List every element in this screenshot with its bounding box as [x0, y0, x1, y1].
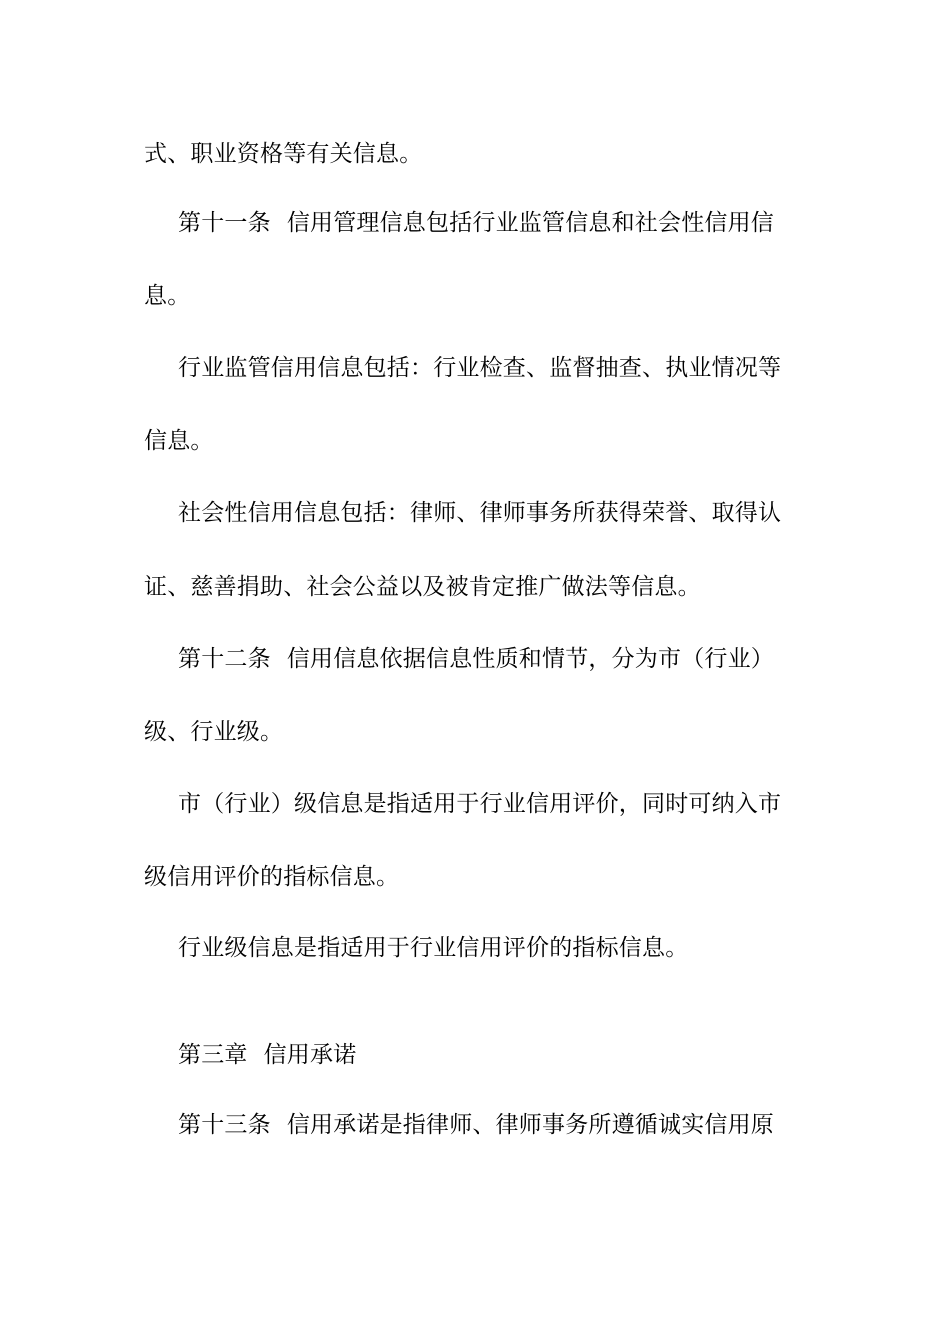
article-text: 信用承诺是指律师、律师事务所遵循诚实信用原: [286, 1112, 775, 1138]
text-line: 市（行业）级信息是指适用于行业信用评价，同时可纳入市: [178, 791, 782, 817]
text-line: 息。: [144, 283, 191, 309]
chapter-heading: [178, 1040, 848, 1070]
article-12-line-2: [144, 717, 814, 747]
text-line: 级、行业级。: [144, 719, 284, 745]
paragraph-industry-supervision-cont: [144, 426, 814, 456]
chapter-title: 信用承诺: [263, 1042, 357, 1068]
chapter-number: 第三章: [178, 1042, 248, 1068]
text-line: 信息。: [144, 428, 214, 454]
article-number: 第十二条: [178, 646, 271, 672]
text-line: 式、职业资格等有关信息。: [144, 141, 423, 167]
paragraph-city-level-cont: [144, 862, 814, 892]
paragraph-industry-level: [178, 933, 848, 963]
paragraph-city-level: [178, 789, 848, 819]
paragraph-industry-supervision: [178, 353, 848, 383]
article-number: 第十一条: [178, 210, 271, 236]
text-line: 证、慈善捐助、社会公益以及被肯定推广做法等信息。: [144, 574, 701, 600]
paragraph-social-credit-cont: [144, 572, 814, 602]
article-number: 第十三条: [178, 1112, 271, 1138]
text-line: 级信用评价的指标信息。: [144, 864, 400, 890]
text-line: 社会性信用信息包括：律师、律师事务所获得荣誉、取得认: [178, 500, 782, 526]
text-line: 行业监管信用信息包括：行业检查、监督抽查、执业情况等: [178, 355, 782, 381]
paragraph-social-credit: [178, 498, 848, 528]
article-13-line-1: [178, 1110, 848, 1140]
paragraph-continuation: [144, 139, 814, 169]
text-line: 行业级信息是指适用于行业信用评价的指标信息。: [178, 935, 689, 961]
article-11-line-2: [144, 281, 814, 311]
article-12-line-1: [178, 644, 848, 674]
article-11-line-1: [178, 208, 848, 238]
article-text: 信用管理信息包括行业监管信息和社会性信用信: [286, 210, 775, 236]
article-text: 信用信息依据信息性质和情节，分为市（行业）: [286, 646, 775, 672]
